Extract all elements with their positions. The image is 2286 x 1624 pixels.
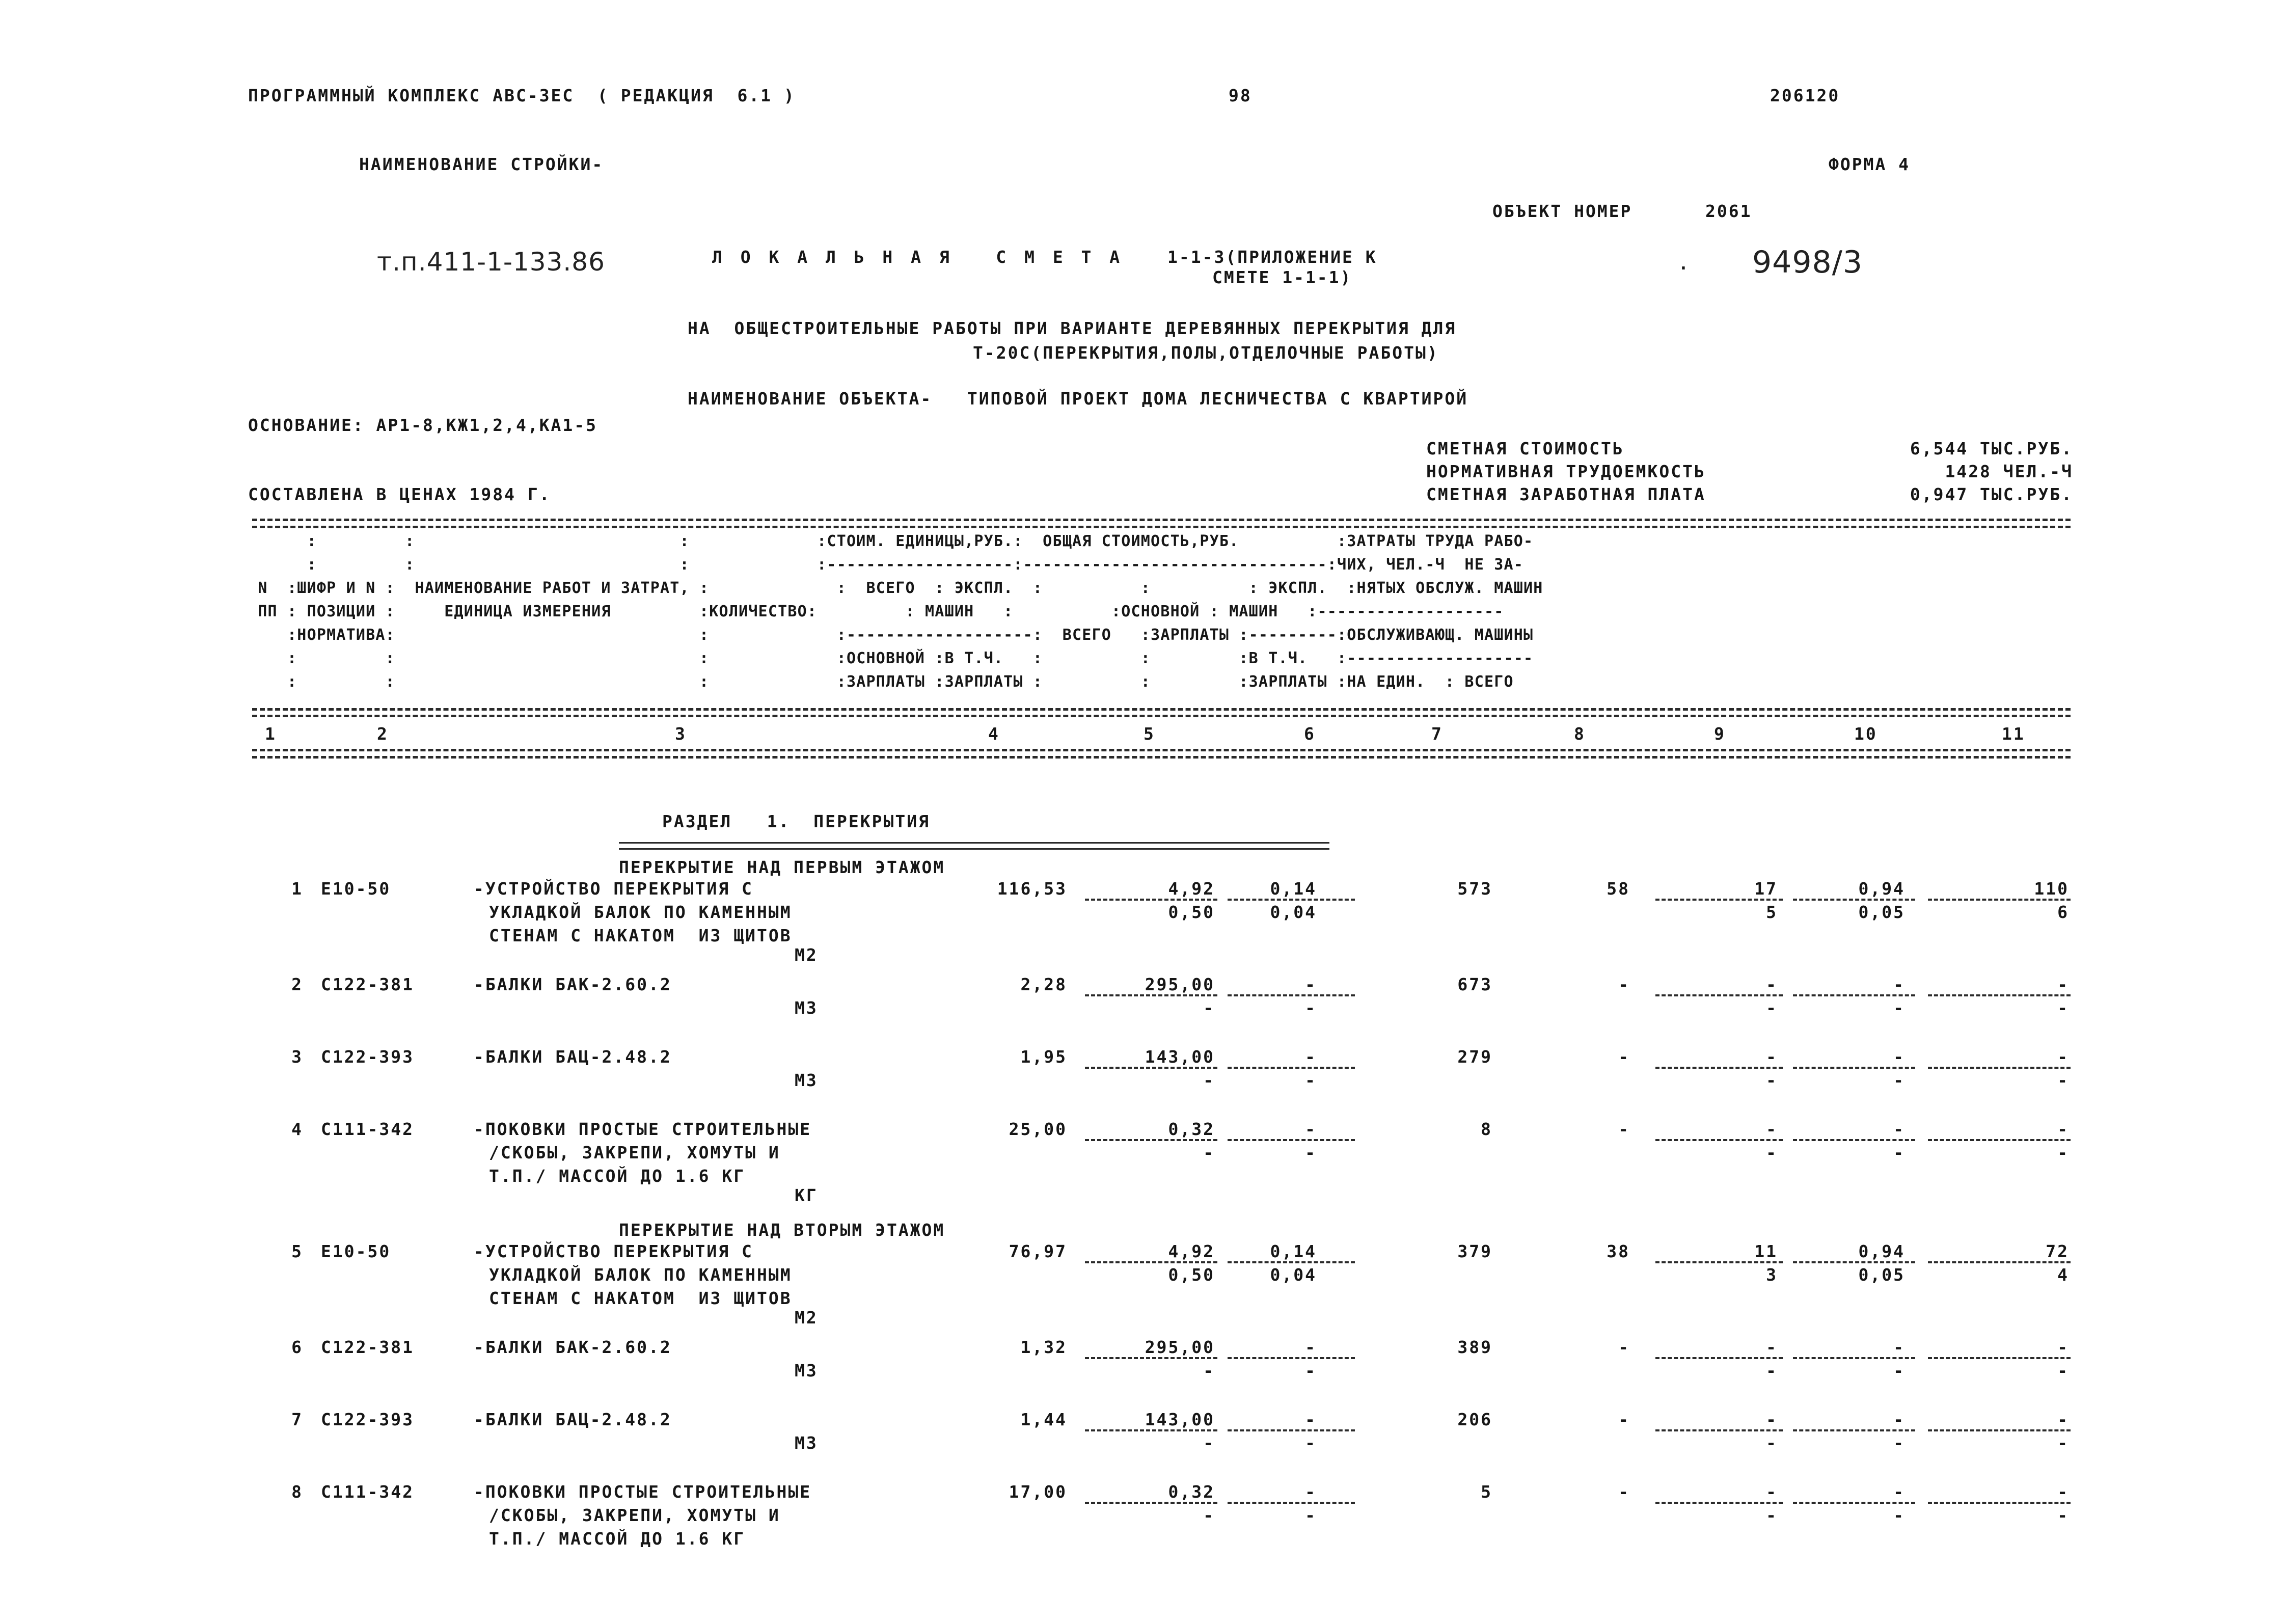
row-number: 4 <box>291 1119 303 1139</box>
summary-value-wages: 0,947 ТЫС.РУБ. <box>1910 484 2073 504</box>
cell-c8: - <box>1618 1337 1630 1357</box>
cell-c9: 17 <box>1754 879 1778 899</box>
cell-c10-wages: - <box>1893 1433 1905 1453</box>
table-header-line: : : : :ЗАРПЛАТЫ :ЗАРПЛАТЫ : : :ЗАРПЛАТЫ :НА ЕДИН. : ВСЕГО <box>248 673 1514 691</box>
table-numbers-rule <box>252 749 2071 751</box>
cell-c5-wages: - <box>1203 1433 1215 1453</box>
subtitle-line1: НА ОБЩЕСТРОИТЕЛЬНЫЕ РАБОТЫ ПРИ ВАРИАНТЕ ДЕРЕВЯННЫХ ПЕРЕКРЫТИЯ ДЛЯ <box>688 318 1457 338</box>
row-name: Т.П./ МАССОЙ ДО 1.6 КГ <box>489 1529 746 1549</box>
column-number-3: 3 <box>675 724 687 744</box>
cell-c6: - <box>1305 1337 1317 1357</box>
column-number-9: 9 <box>1714 724 1726 744</box>
cell-c6-wages: - <box>1305 998 1317 1018</box>
column-number-5: 5 <box>1144 724 1155 744</box>
column-number-1: 1 <box>265 724 277 744</box>
row-unit: М3 <box>795 1361 818 1381</box>
row-name: УКЛАДКОЙ БАЛОК ПО КАМЕННЫМ <box>489 1265 792 1285</box>
subtitle-line2: Т-20С(ПЕРЕКРЫТИЯ,ПОЛЫ,ОТДЕЛОЧНЫЕ РАБОТЫ) <box>973 343 1439 363</box>
cell-c10: - <box>1893 1337 1905 1357</box>
cell-c11-wages: - <box>2057 998 2069 1018</box>
cell-c5-wages: - <box>1203 1505 1215 1525</box>
construction-name-label: НАИМЕНОВАНИЕ СТРОЙКИ- <box>359 154 604 174</box>
cell-c6-wages: - <box>1305 1361 1317 1381</box>
row-name: -БАЛКИ БАЦ-2.48.2 <box>474 1047 672 1067</box>
table-header-line: ПП : ПОЗИЦИИ : ЕДИНИЦА ИЗМЕРЕНИЯ :КОЛИЧЕСТВО: : МАШИН : :ОСНОВНОЙ : МАШИН :------------------- <box>248 603 1504 620</box>
estimate-ref-line1: 1-1-3(ПРИЛОЖЕНИЕ К <box>1167 247 1377 267</box>
row-unit: М2 <box>795 1308 818 1328</box>
group-title: ПЕРЕКРЫТИЕ НАД ПЕРВЫМ ЭТАЖОМ <box>619 857 945 877</box>
cell-c9-wages: - <box>1766 1361 1778 1381</box>
row-code: С122-393 <box>321 1047 414 1067</box>
cell-c6-wages: - <box>1305 1433 1317 1453</box>
prices-basis: СОСТАВЛЕНА В ЦЕНАХ 1984 Г. <box>248 484 551 504</box>
summary-label-cost: СМЕТНАЯ СТОИМОСТЬ <box>1426 439 1624 458</box>
cell-c5: 295,00 <box>1145 975 1215 994</box>
cell-c5: 295,00 <box>1145 1337 1215 1357</box>
cell-c9-wages: 3 <box>1766 1265 1778 1285</box>
cell-c6: - <box>1305 1482 1317 1502</box>
document-code: 206120 <box>1770 86 1840 105</box>
cell-c11: - <box>2057 1047 2069 1067</box>
group-title: ПЕРЕКРЫТИЕ НАД ВТОРЫМ ЭТАЖОМ <box>619 1220 945 1240</box>
cell-c10-wages: - <box>1893 1070 1905 1090</box>
cell-c9-wages: - <box>1766 1433 1778 1453</box>
row-code: С122-381 <box>321 1337 414 1357</box>
cell-c11: 110 <box>2034 879 2069 899</box>
cell-c10-wages: 0,05 <box>1858 1265 1905 1285</box>
row-name: УКЛАДКОЙ БАЛОК ПО КАМЕННЫМ <box>489 902 792 922</box>
cell-c10: - <box>1893 975 1905 994</box>
cell-c7: 573 <box>1457 879 1492 899</box>
cell-qty: 1,32 <box>1020 1337 1067 1357</box>
section-title-underline <box>619 842 1329 850</box>
row-number: 5 <box>291 1241 303 1261</box>
handwritten-number: 9498/3 <box>1752 245 1863 280</box>
cell-c10-wages: - <box>1893 1361 1905 1381</box>
cell-c9: - <box>1766 1119 1778 1139</box>
cell-qty: 17,00 <box>1009 1482 1067 1502</box>
row-code: С122-393 <box>321 1410 414 1429</box>
row-code: Е10-50 <box>321 1241 391 1261</box>
cell-c5-wages: - <box>1203 1361 1215 1381</box>
row-unit: КГ <box>795 1185 818 1205</box>
cell-c10-wages: - <box>1893 998 1905 1018</box>
program-title: ПРОГРАММНЫЙ КОМПЛЕКС АВС-3ЕС ( РЕДАКЦИЯ 6.1 ) <box>248 86 796 105</box>
table-header-line: : : : :ОСНОВНОЙ :В Т.Ч. : : :В Т.Ч. :------------------- <box>248 649 1534 667</box>
cell-c5: 0,32 <box>1168 1119 1215 1139</box>
page-number: 98 <box>1229 86 1252 105</box>
cell-c6-wages: - <box>1305 1070 1317 1090</box>
row-unit: М3 <box>795 998 818 1018</box>
table-numbers-rule-2 <box>252 756 2071 759</box>
cell-c9: 11 <box>1754 1241 1778 1261</box>
form-label: ФОРМА 4 <box>1829 154 1911 174</box>
cell-c11-wages: - <box>2057 1143 2069 1162</box>
cell-c9: - <box>1766 1410 1778 1429</box>
column-number-11: 11 <box>2002 724 2025 744</box>
cell-c8: - <box>1618 975 1630 994</box>
cell-c8: - <box>1618 1047 1630 1067</box>
row-name: -БАЛКИ БАК-2.60.2 <box>474 1337 672 1357</box>
cell-c7: 8 <box>1481 1119 1492 1139</box>
row-number: 6 <box>291 1337 303 1357</box>
column-number-7: 7 <box>1431 724 1443 744</box>
cell-c8: - <box>1618 1410 1630 1429</box>
cell-c5: 4,92 <box>1168 1241 1215 1261</box>
cell-c10: 0,94 <box>1858 1241 1905 1261</box>
cell-c7: 389 <box>1457 1337 1492 1357</box>
cell-c7: 673 <box>1457 975 1492 994</box>
row-code: С111-342 <box>321 1119 414 1139</box>
cell-c7: 379 <box>1457 1241 1492 1261</box>
row-name: СТЕНАМ С НАКАТОМ ИЗ ЩИТОВ <box>489 1288 792 1308</box>
cell-c9-wages: - <box>1766 1070 1778 1090</box>
cell-c11-wages: - <box>2057 1070 2069 1090</box>
row-name: -ПОКОВКИ ПРОСТЫЕ СТРОИТЕЛЬНЫЕ <box>474 1482 812 1502</box>
cell-c11: - <box>2057 1337 2069 1357</box>
cell-c6: 0,14 <box>1270 1241 1317 1261</box>
row-number: 2 <box>291 975 303 994</box>
cell-c11-wages: 4 <box>2057 1265 2069 1285</box>
table-header-rule <box>252 708 2071 711</box>
column-number-8: 8 <box>1574 724 1586 744</box>
row-name: -ПОКОВКИ ПРОСТЫЕ СТРОИТЕЛЬНЫЕ <box>474 1119 812 1139</box>
cell-c7: 279 <box>1457 1047 1492 1067</box>
cell-c10-wages: - <box>1893 1143 1905 1162</box>
cell-c6: - <box>1305 1047 1317 1067</box>
cell-c10-wages: 0,05 <box>1858 902 1905 922</box>
table-top-rule-2 <box>252 526 2071 528</box>
cell-c7: 206 <box>1457 1410 1492 1429</box>
row-name: /СКОБЫ, ЗАКРЕПИ, ХОМУТЫ И <box>489 1143 780 1162</box>
column-number-6: 6 <box>1304 724 1316 744</box>
cell-c6-wages: 0,04 <box>1270 1265 1317 1285</box>
row-name: -БАЛКИ БАЦ-2.48.2 <box>474 1410 672 1429</box>
cell-c8: 58 <box>1607 879 1630 899</box>
cell-c5-wages: - <box>1203 1143 1215 1162</box>
estimate-title: Л О К А Л Ь Н А Я С М Е Т А <box>712 247 1124 267</box>
cell-c10: - <box>1893 1119 1905 1139</box>
row-unit: М2 <box>795 945 818 965</box>
cell-c11: - <box>2057 975 2069 994</box>
cell-c8: 38 <box>1607 1241 1630 1261</box>
cell-qty: 1,95 <box>1020 1047 1067 1067</box>
cell-c9: - <box>1766 1337 1778 1357</box>
cell-c9: - <box>1766 1482 1778 1502</box>
cell-c6: - <box>1305 1410 1317 1429</box>
separator-dot: . <box>1678 254 1690 274</box>
cell-c5-wages: 0,50 <box>1168 1265 1215 1285</box>
row-number: 7 <box>291 1410 303 1429</box>
row-name: -БАЛКИ БАК-2.60.2 <box>474 975 672 994</box>
cell-c5: 0,32 <box>1168 1482 1215 1502</box>
cell-c5-wages: - <box>1203 998 1215 1018</box>
cell-qty: 76,97 <box>1009 1241 1067 1261</box>
cell-c9: - <box>1766 975 1778 994</box>
cell-qty: 25,00 <box>1009 1119 1067 1139</box>
cell-c8: - <box>1618 1119 1630 1139</box>
object-number: 2061 <box>1705 201 1752 221</box>
row-unit: М3 <box>795 1433 818 1453</box>
row-code: С111-342 <box>321 1482 414 1502</box>
cell-c5: 143,00 <box>1145 1047 1215 1067</box>
cell-c8: - <box>1618 1482 1630 1502</box>
row-name: -УСТРОЙСТВО ПЕРЕКРЫТИЯ С <box>474 1241 753 1261</box>
cell-c9-wages: - <box>1766 1143 1778 1162</box>
column-number-2: 2 <box>377 724 389 744</box>
cell-c9-wages: 5 <box>1766 902 1778 922</box>
row-number: 8 <box>291 1482 303 1502</box>
table-header <box>248 530 1543 694</box>
row-code: Е10-50 <box>321 879 391 899</box>
object-name: НАИМЕНОВАНИЕ ОБЪЕКТА- ТИПОВОЙ ПРОЕКТ ДОМА ЛЕСНИЧЕСТВА С КВАРТИРОЙ <box>688 389 1468 409</box>
cell-c11: 72 <box>2046 1241 2069 1261</box>
column-number-10: 10 <box>1854 724 1877 744</box>
cell-c10: - <box>1893 1410 1905 1429</box>
summary-label-labor: НОРМАТИВНАЯ ТРУДОЕМКОСТЬ <box>1426 462 1706 481</box>
cell-c5-wages: 0,50 <box>1168 902 1215 922</box>
cell-c9: - <box>1766 1047 1778 1067</box>
estimate-ref-line2: СМЕТЕ 1-1-1) <box>1212 267 1352 287</box>
row-name: -УСТРОЙСТВО ПЕРЕКРЫТИЯ С <box>474 879 753 899</box>
cell-c5: 143,00 <box>1145 1410 1215 1429</box>
row-unit: М3 <box>795 1070 818 1090</box>
cell-c6: - <box>1305 1119 1317 1139</box>
summary-value-cost: 6,544 ТЫС.РУБ. <box>1910 439 2073 458</box>
row-name: Т.П./ МАССОЙ ДО 1.6 КГ <box>489 1166 746 1186</box>
basis: ОСНОВАНИЕ: АР1-8,КЖ1,2,4,КА1-5 <box>248 415 598 435</box>
row-name: /СКОБЫ, ЗАКРЕПИ, ХОМУТЫ И <box>489 1505 780 1525</box>
cell-c10-wages: - <box>1893 1505 1905 1525</box>
row-code: С122-381 <box>321 975 414 994</box>
cell-c10: - <box>1893 1482 1905 1502</box>
cell-c5: 4,92 <box>1168 879 1215 899</box>
cell-c11-wages: - <box>2057 1433 2069 1453</box>
cell-c6: - <box>1305 975 1317 994</box>
cell-c9-wages: - <box>1766 998 1778 1018</box>
table-header-line: : : : :-------------------:-------------------------------:ЧИХ, ЧЕЛ.-Ч НЕ ЗА- <box>248 556 1523 574</box>
row-name: СТЕНАМ С НАКАТОМ ИЗ ЩИТОВ <box>489 926 792 945</box>
table-header-line: :НОРМАТИВА: : :-------------------: ВСЕГО :ЗАРПЛАТЫ :---------:ОБСЛУЖИВАЮЩ. МАШИНЫ <box>248 626 1534 644</box>
cell-qty: 1,44 <box>1020 1410 1067 1429</box>
cell-c6: 0,14 <box>1270 879 1317 899</box>
cell-qty: 116,53 <box>997 879 1067 899</box>
cell-c6-wages: - <box>1305 1505 1317 1525</box>
row-number: 3 <box>291 1047 303 1067</box>
cell-c6-wages: - <box>1305 1143 1317 1162</box>
table-header-rule-2 <box>252 715 2071 717</box>
table-header-line: : : : :СТОИМ. ЕДИНИЦЫ,РУБ.: ОБЩАЯ СТОИМОСТЬ,РУБ. :ЗАТРАТЫ ТРУДА РАБО- <box>248 532 1534 550</box>
cell-c10: - <box>1893 1047 1905 1067</box>
cell-c10: 0,94 <box>1858 879 1905 899</box>
section-title: РАЗДЕЛ 1. ПЕРЕКРЫТИЯ <box>662 811 930 831</box>
object-number-label: ОБЪЕКТ НОМЕР <box>1492 201 1632 221</box>
table-top-rule <box>252 519 2071 521</box>
table-header-line: N :ШИФР И N : НАИМЕНОВАНИЕ РАБОТ И ЗАТРАТ, : : ВСЕГО : ЭКСПЛ. : : : ЭКСПЛ. :НЯТЫХ ОБСЛУЖ. МАШИН <box>248 579 1543 597</box>
handwritten-project-number: т.п.411-1-133.86 <box>377 247 605 277</box>
cell-qty: 2,28 <box>1020 975 1067 994</box>
cell-c6-wages: 0,04 <box>1270 902 1317 922</box>
summary-value-labor: 1428 ЧЕЛ.-Ч <box>1945 462 2073 481</box>
cell-c11-wages: - <box>2057 1505 2069 1525</box>
cell-c9-wages: - <box>1766 1505 1778 1525</box>
cell-c5-wages: - <box>1203 1070 1215 1090</box>
row-number: 1 <box>291 879 303 899</box>
column-number-4: 4 <box>988 724 1000 744</box>
cell-c11-wages: - <box>2057 1361 2069 1381</box>
cell-c11-wages: 6 <box>2057 902 2069 922</box>
cell-c11: - <box>2057 1410 2069 1429</box>
cell-c7: 5 <box>1481 1482 1492 1502</box>
summary-label-wages: СМЕТНАЯ ЗАРАБОТНАЯ ПЛАТА <box>1426 484 1706 504</box>
cell-c11: - <box>2057 1482 2069 1502</box>
cell-c11: - <box>2057 1119 2069 1139</box>
